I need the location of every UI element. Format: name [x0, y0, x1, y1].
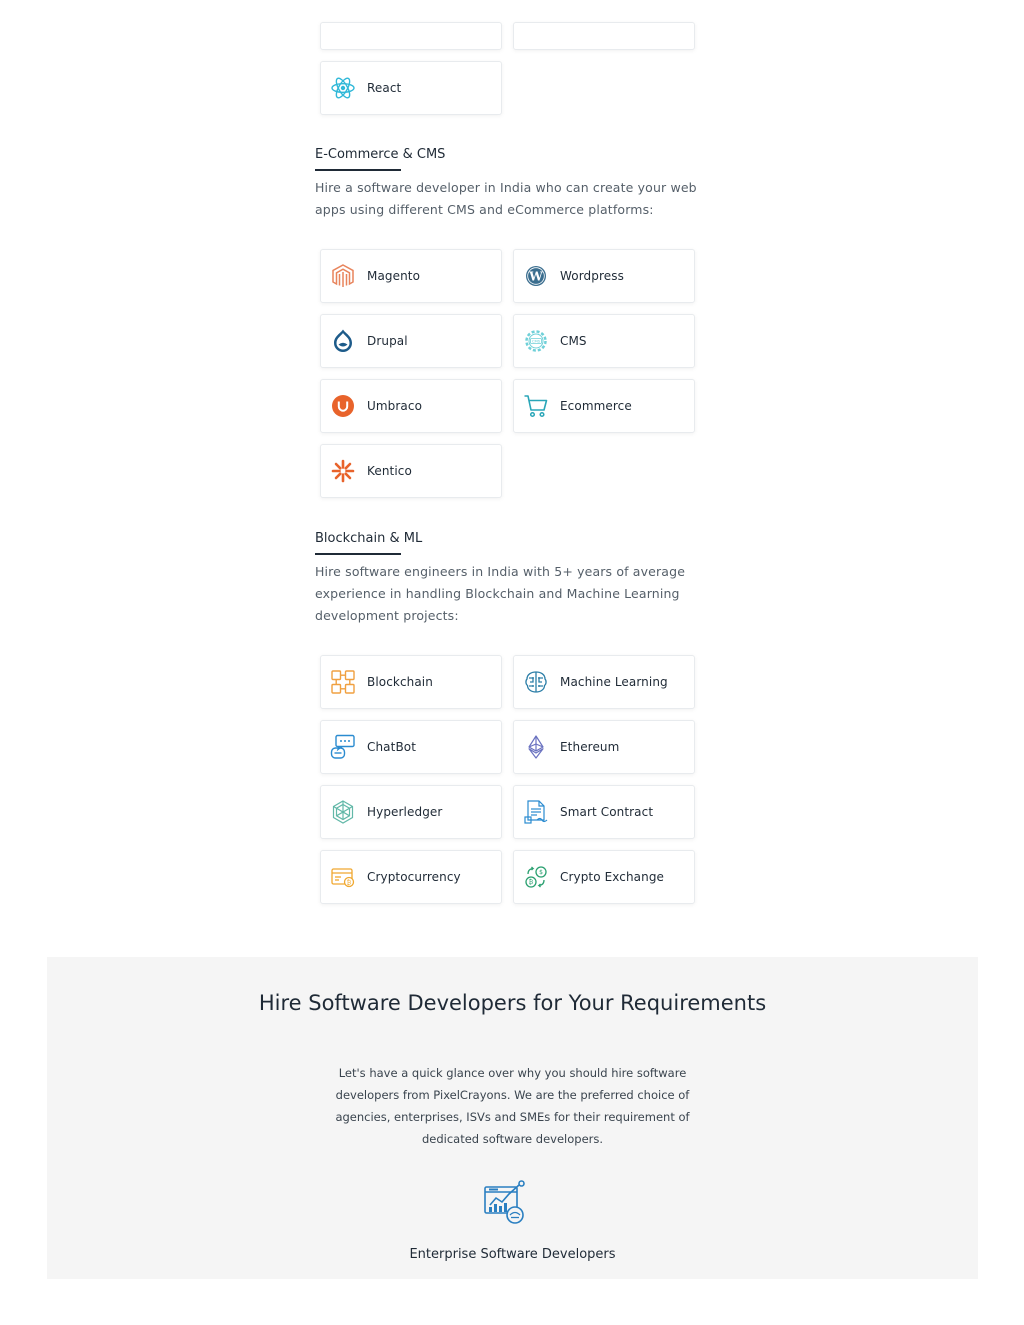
requirements-description: Let's have a quick glance over why you should hire software developers from PixelCrayons. We are the preferred choice of agencies, enterprises, ISVs and SMEs for their requirement of dedicated software developers. — [335, 1066, 690, 1146]
cart-icon — [523, 393, 549, 419]
requirements-section — [47, 957, 978, 1279]
tech-card-label: Ethereum — [560, 740, 620, 754]
svg-text:₿: ₿ — [346, 879, 352, 887]
enterprise-dashboard-icon — [482, 1179, 530, 1227]
svg-text:$: $ — [539, 869, 543, 877]
tech-card-react[interactable] — [320, 61, 502, 115]
wordpress-icon — [523, 263, 549, 289]
tech-card-drupal[interactable] — [320, 314, 502, 368]
tech-card-label: React — [367, 81, 402, 95]
section-description-ecommerce: Hire a software developer in India who can create your web apps using different CMS and eCommerce platforms: — [315, 180, 697, 217]
tech-card-label: Kentico — [367, 464, 412, 478]
tech-card-label: Magento — [367, 269, 421, 283]
tech-card-label: Drupal — [367, 334, 408, 348]
umbraco-icon — [330, 393, 356, 419]
brain-icon — [523, 669, 549, 695]
magento-icon — [330, 263, 356, 289]
tech-card-blockchain[interactable] — [320, 655, 502, 709]
react-icon — [330, 75, 356, 101]
requirements-title: Hire Software Developers for Your Requirements — [258, 991, 767, 1015]
tech-card-smart-contract[interactable] — [513, 785, 695, 839]
tech-card-wordpress[interactable] — [513, 249, 695, 303]
cms-icon — [523, 328, 549, 354]
svg-text:W: W — [529, 269, 543, 284]
tech-card-label: Crypto Exchange — [560, 870, 665, 884]
drupal-icon — [330, 328, 356, 354]
blockchain-icon — [330, 669, 356, 695]
kentico-icon — [330, 458, 356, 484]
tech-card-crypto-exchange[interactable] — [513, 850, 695, 904]
svg-text:CMS: CMS — [531, 338, 541, 344]
svg-text:₿: ₿ — [528, 879, 534, 887]
tech-card-chatbot[interactable] — [320, 720, 502, 774]
tech-card-magento[interactable] — [320, 249, 502, 303]
hyperledger-icon — [330, 799, 356, 825]
tech-card-label: Umbraco — [367, 399, 423, 413]
chatbot-icon — [330, 734, 356, 760]
section-description-blockchain: Hire software engineers in India with 5+ years of average experience in handling Blockchain and Machine Learning development projects: — [315, 564, 686, 623]
section-title-blockchain: Blockchain & ML — [315, 531, 423, 546]
section-underline — [315, 169, 401, 171]
tech-card-label: ChatBot — [367, 740, 417, 754]
enterprise-software-developers-label: Enterprise Software Developers — [409, 1247, 616, 1262]
tech-card-label: Machine Learning — [560, 675, 668, 689]
tech-card-umbraco[interactable] — [320, 379, 502, 433]
tech-card-label: Smart Contract — [560, 805, 654, 819]
tech-card-hyperledger[interactable] — [320, 785, 502, 839]
tech-card-cms[interactable] — [513, 314, 695, 368]
tech-card-label: Ecommerce — [560, 399, 632, 413]
ethereum-icon — [523, 734, 549, 760]
crypto-exchange-icon — [523, 864, 549, 890]
tech-card-cryptocurrency[interactable] — [320, 850, 502, 904]
tech-card-label: Cryptocurrency — [367, 870, 461, 884]
tech-card-label: Hyperledger — [367, 805, 443, 819]
section-underline — [315, 553, 401, 555]
smart-contract-icon — [523, 799, 549, 825]
cryptocurrency-icon — [330, 864, 356, 890]
tech-card-kentico[interactable] — [320, 444, 502, 498]
tech-card-label: CMS — [560, 334, 587, 348]
tech-card-label: Blockchain — [367, 675, 433, 689]
card-partial-left[interactable] — [320, 22, 502, 50]
card-partial-right[interactable] — [513, 22, 695, 50]
section-title-ecommerce: E-Commerce & CMS — [315, 147, 446, 162]
tech-card-ecommerce[interactable] — [513, 379, 695, 433]
tech-card-ethereum[interactable] — [513, 720, 695, 774]
tech-card-machine-learning[interactable] — [513, 655, 695, 709]
tech-card-label: Wordpress — [560, 269, 624, 283]
